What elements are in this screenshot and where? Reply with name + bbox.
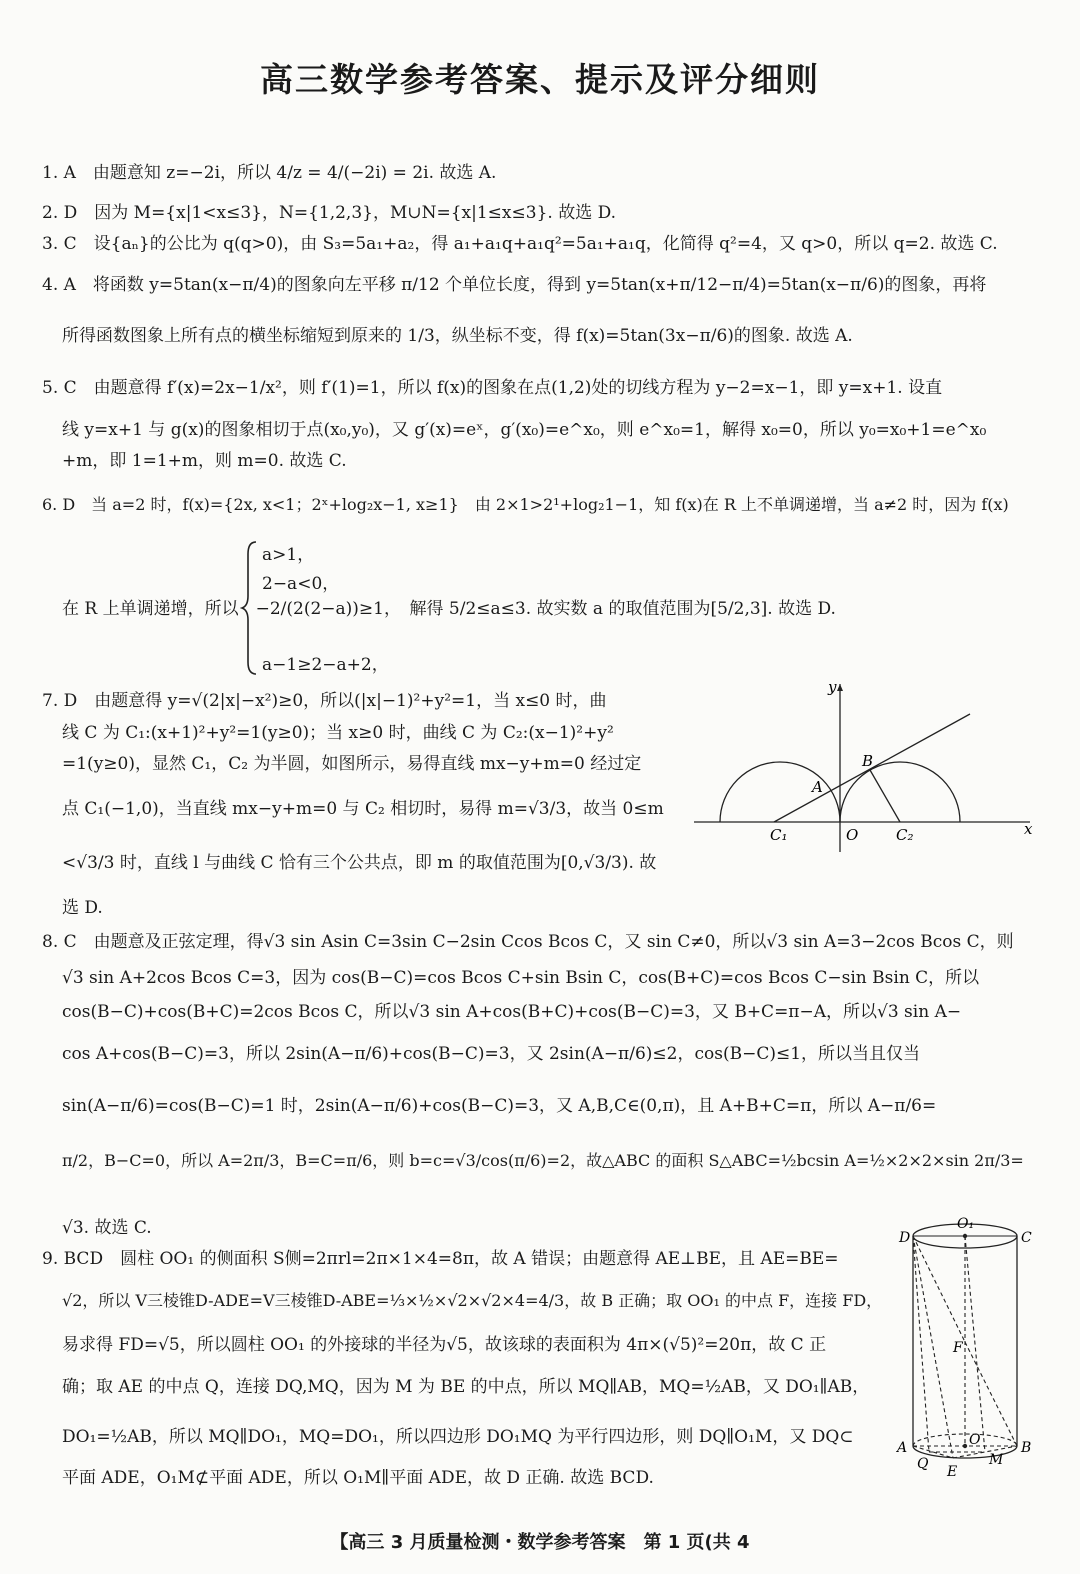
point-m-label: M (989, 1452, 1004, 1468)
point-a-label: A (812, 778, 823, 796)
answer-5-cont2: +m，即 1=1+m，则 m=0. 故选 C. (62, 451, 347, 471)
point-o-label: O (969, 1432, 981, 1448)
point-d-label: D (899, 1230, 911, 1246)
answer-9-cont5: 平面 ADE，O₁M⊄平面 ADE，所以 O₁M∥平面 ADE，故 D 正确. 故选 BCD. (62, 1468, 654, 1488)
y-axis-label: y (828, 678, 837, 696)
answer-9: 9. BCD 圆柱 OO₁ 的侧面积 S侧=2πrl=2π×1×4=8π，故 A 错误；由题意得 AE⊥BE，且 AE=BE= (42, 1249, 839, 1269)
answer-8-cont1: √3 sin A+2cos Bcos C=3，因为 cos(B−C)=cos Bcos C+sin Bsin C，cos(B+C)=cos Bcos C−sin Bsin C，所以 (62, 968, 980, 988)
origin-label: O (846, 826, 859, 844)
answer-7-cont5: 选 D. (62, 898, 103, 918)
x-axis-label: x (1024, 820, 1033, 838)
answer-7-cont3: 点 C₁(−1,0)，当直线 mx−y+m=0 与 C₂ 相切时，易得 m=√3/3，故当 0≤m (62, 799, 664, 819)
c1-label: C₁ (770, 826, 788, 844)
point-b-label: B (862, 752, 874, 770)
answer-5-cont: 线 y=x+1 与 g(x)的图象相切于点(x₀,y₀)，又 g′(x)=eˣ，g′(x₀)=e^x₀，则 e^x₀=1，解得 x₀=0，所以 y₀=x₀+1=e^x₀ (62, 420, 987, 440)
answer-7: 7. D 由题意得 y=√(2|x|−x²)≥0，所以(|x|−1)²+y²=1，当 x≤0 时，曲 (42, 691, 607, 711)
brace-icon (240, 540, 260, 676)
answer-1: 1. A 由题意知 z=−2i，所以 4/z = 4/(−2i) = 2i. 故选 A. (42, 163, 497, 183)
answer-8-cont2: cos(B−C)+cos(B+C)=2cos Bcos C，所以√3 sin A+cos(B+C)+cos(B−C)=3，又 B+C=π−A，所以√3 sin A− (62, 1002, 962, 1022)
point-e-label: E (947, 1464, 958, 1480)
answer-6-case1: a>1， (262, 545, 315, 565)
answer-7-cont2: =1(y≥0)，显然 C₁，C₂ 为半圆，如图所示，易得直线 mx−y+m=0 经过定 (62, 754, 642, 774)
point-c-label: C (1021, 1230, 1032, 1246)
answer-2: 2. D 因为 M={x|1<x≤3}，N={1,2,3}，M∪N={x|1≤x≤3}. 故选 D. (42, 203, 617, 223)
answer-8-cont5: π/2，B−C=0，所以 A=2π/3，B=C=π/6，则 b=c=√3/cos(π/6)=2，故△ABC 的面积 S△ABC=½bcsin A=½×2×2×sin 2π/3= (62, 1151, 1024, 1170)
point-f-label: F (953, 1340, 963, 1356)
answer-6-case4: a−1≥2−a+2， (262, 655, 389, 675)
answer-9-cont4: DO₁=½AB，所以 MQ∥DO₁，MQ=DO₁，所以四边形 DO₁MQ 为平行四边形，则 DQ∥O₁M，又 DQ⊂ (62, 1427, 854, 1447)
answer-4-cont: 所得函数图象上所有点的横坐标缩短到原来的 1/3，纵坐标不变，得 f(x)=5tan(3x−π/6)的图象. 故选 A. (62, 326, 853, 346)
point-b-label: B (1021, 1440, 1032, 1456)
figure-7-semicircles (690, 676, 1040, 856)
answer-8-cont4: sin(A−π/6)=cos(B−C)=1 时，2sin(A−π/6)+cos(B−C)=3，又 A,B,C∈(0,π)，且 A+B+C=π，所以 A−π/6= (62, 1096, 937, 1116)
answer-9-cont1: √2，所以 V三棱锥D-ADE=V三棱锥D-ABE=⅓×½×√2×√2×4=4/3，故 B 正确；取 OO₁ 的中点 F，连接 FD， (62, 1291, 883, 1310)
answer-8: 8. C 由题意及正弦定理，得√3 sin Asin C=3sin C−2sin Ccos Bcos C，又 sin C≠0，所以√3 sin A=3−2cos Bcos C，则 (42, 932, 1014, 952)
point-q-label: Q (917, 1456, 929, 1472)
answer-7-cont4: <√3/3 时，直线 l 与曲线 C 恰有三个公共点，即 m 的取值范围为[0,√3/3). 故 (62, 853, 657, 873)
answer-6-case2: 2−a<0， (262, 574, 340, 594)
answer-8-cont3: cos A+cos(B−C)=3，所以 2sin(A−π/6)+cos(B−C)=3，又 2sin(A−π/6)≤2，cos(B−C)≤1，所以当且仅当 (62, 1044, 921, 1064)
answer-3: 3. C 设{aₙ}的公比为 q(q>0)，由 S₃=5a₁+a₂，得 a₁+a₁q+a₁q²=5a₁+a₁q，化简得 q²=4，又 q>0，所以 q=2. 故选 C. (42, 234, 998, 254)
answer-6: 6. D 当 a=2 时，f(x)={2x, x<1；2ˣ+log₂x−1, x≥1} 由 2×1>2¹+log₂1−1，知 f(x)在 R 上不单调递增，当 a≠2 时，因为 f(x) (42, 495, 1009, 514)
answer-4: 4. A 将函数 y=5tan(x−π/4)的图象向左平移 π/12 个单位长度，得到 y=5tan(x+π/12−π/4)=5tan(x−π/6)的图象，再将 (42, 275, 987, 295)
answer-9-cont3: 确；取 AE 的中点 Q，连接 DQ,MQ，因为 M 为 BE 的中点，所以 MQ∥AB，MQ=½AB，又 DO₁∥AB， (62, 1377, 870, 1397)
figure-9-cylinder (893, 1212, 1043, 1492)
page-footer: 【高三 3 月质量检测・数学参考答案 第 1 页(共 4 (330, 1532, 750, 1553)
c2-label: C₂ (896, 826, 914, 844)
answer-7-cont1: 线 C 为 C₁:(x+1)²+y²=1(y≥0)；当 x≥0 时，曲线 C 为 C₂:(x−1)²+y² (62, 723, 614, 743)
point-o1-label: O₁ (957, 1216, 975, 1232)
point-a-label: A (897, 1440, 908, 1456)
answer-9-cont2: 易求得 FD=√5，所以圆柱 OO₁ 的外接球的半径为√5，故该球的表面积为 4π×(√5)²=20π，故 C 正 (62, 1335, 827, 1355)
answer-6-main: 在 R 上单调递增，所以 −2/(2(2−a))≥1， 解得 5/2≤a≤3. 故实数 a 的取值范围为[5/2,3]. 故选 D. (62, 599, 836, 619)
answer-5: 5. C 由题意得 f′(x)=2x−1/x²，则 f′(1)=1，所以 f(x)的图象在点(1,2)处的切线方程为 y−2=x−1，即 y=x+1. 设直 (42, 378, 943, 398)
page-title: 高三数学参考答案、提示及评分细则 (260, 60, 820, 99)
answer-8-cont6: √3. 故选 C. (62, 1218, 152, 1238)
